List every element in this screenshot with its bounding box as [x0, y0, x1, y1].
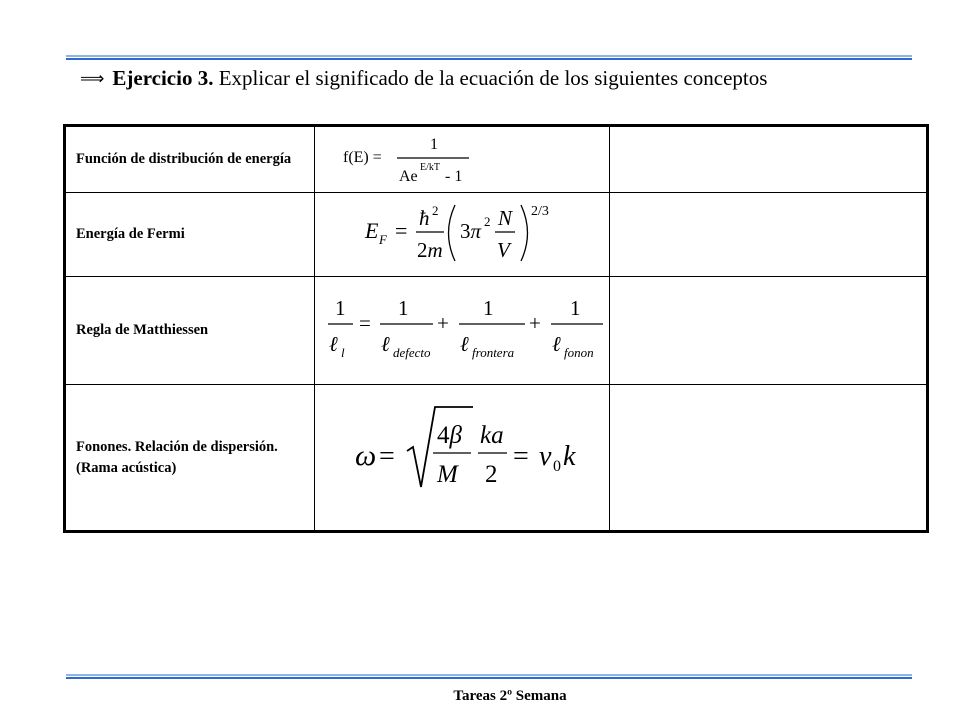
formula-ka: ka [480, 422, 504, 449]
formula-sub-frontera: frontera [472, 345, 515, 360]
formula-2m: 2m [417, 238, 443, 262]
formula-cell [315, 277, 610, 385]
formula-ell: ℓ [381, 332, 390, 356]
formula-sub-fonon: fonon [564, 345, 594, 360]
table-row [65, 277, 928, 385]
concept-cell: Regla de Matthiessen [65, 277, 315, 385]
table-row [65, 126, 928, 193]
formula-num-3: 1 [483, 296, 494, 320]
formula-denominator-minus: - 1 [445, 168, 463, 185]
formula-exponent: 2/3 [531, 204, 549, 219]
formula-v: v [539, 441, 552, 472]
formula-hbar-exp: 2 [432, 203, 439, 218]
formula-cell [315, 126, 610, 193]
formula-ef: E [365, 218, 379, 243]
answer-cell[interactable] [610, 193, 928, 277]
formula-lhs: f(E) = [343, 149, 382, 166]
formula-numerator: 1 [430, 136, 438, 153]
exercise-heading [80, 66, 767, 91]
formula-dispersion [315, 385, 609, 525]
formula-sub-defecto: defecto [393, 345, 431, 360]
answer-cell[interactable] [610, 126, 928, 193]
formula-k: k [563, 441, 576, 472]
formula-v: V [497, 238, 510, 262]
concept-cell: Energía de Fermi [65, 193, 315, 277]
concept-cell: Función de distribución de energía [65, 126, 315, 193]
formula-distribution-function [315, 127, 609, 187]
bottom-rule [66, 674, 912, 679]
footer-text: Tareas 2º Semana [453, 688, 567, 704]
formula-num-2: 1 [398, 296, 409, 320]
formula-omega: ω [355, 439, 377, 472]
formula-num-1: 1 [335, 296, 346, 320]
formula-equals: = [395, 218, 408, 243]
formula-ell: ℓ [460, 332, 469, 356]
exercise-title-bold: Ejercicio 3. [112, 66, 214, 90]
formula-v-sub: 0 [553, 458, 561, 475]
top-rule [66, 55, 912, 60]
formula-equals: = [359, 311, 371, 335]
answer-cell[interactable] [610, 277, 928, 385]
formula-plus: + [437, 311, 449, 335]
formula-cell [315, 385, 610, 532]
formula-m: M [437, 461, 458, 488]
formula-3pi: 3π [460, 219, 482, 243]
double-right-arrow-icon: ⟹ [80, 69, 105, 89]
formula-hbar: ħ [419, 206, 430, 230]
formula-ell: ℓ [552, 332, 561, 356]
formula-fermi-energy [315, 193, 609, 271]
formula-num-4: 1 [570, 296, 581, 320]
formula-matthiessen [315, 277, 609, 379]
table-row [65, 385, 928, 532]
formula-plus: + [529, 311, 541, 335]
exercise-title-text: Explicar el significado de la ecuación de los siguientes conceptos [213, 66, 768, 90]
formula-2: 2 [485, 461, 498, 488]
formula-cell [315, 193, 610, 277]
concept-cell: Fonones. Relación de dispersión. (Rama acústica) [65, 385, 315, 532]
formula-n: N [498, 206, 513, 230]
formula-pi-exp: 2 [484, 214, 491, 229]
formula-exponent: E/kT [420, 162, 440, 173]
formula-denominator: Ae [399, 168, 418, 185]
answer-cell[interactable] [610, 385, 928, 532]
right-paren [521, 205, 528, 261]
formula-ef-sub: F [379, 232, 387, 247]
left-paren [449, 205, 456, 261]
formula-ell: ℓ [329, 332, 338, 356]
formula-equals: = [379, 441, 395, 472]
formula-ell-sub: l [341, 345, 345, 360]
formula-equals: = [513, 441, 529, 472]
concepts-table [63, 124, 929, 533]
formula-4beta: 4β [437, 422, 462, 449]
table-row [65, 193, 928, 277]
